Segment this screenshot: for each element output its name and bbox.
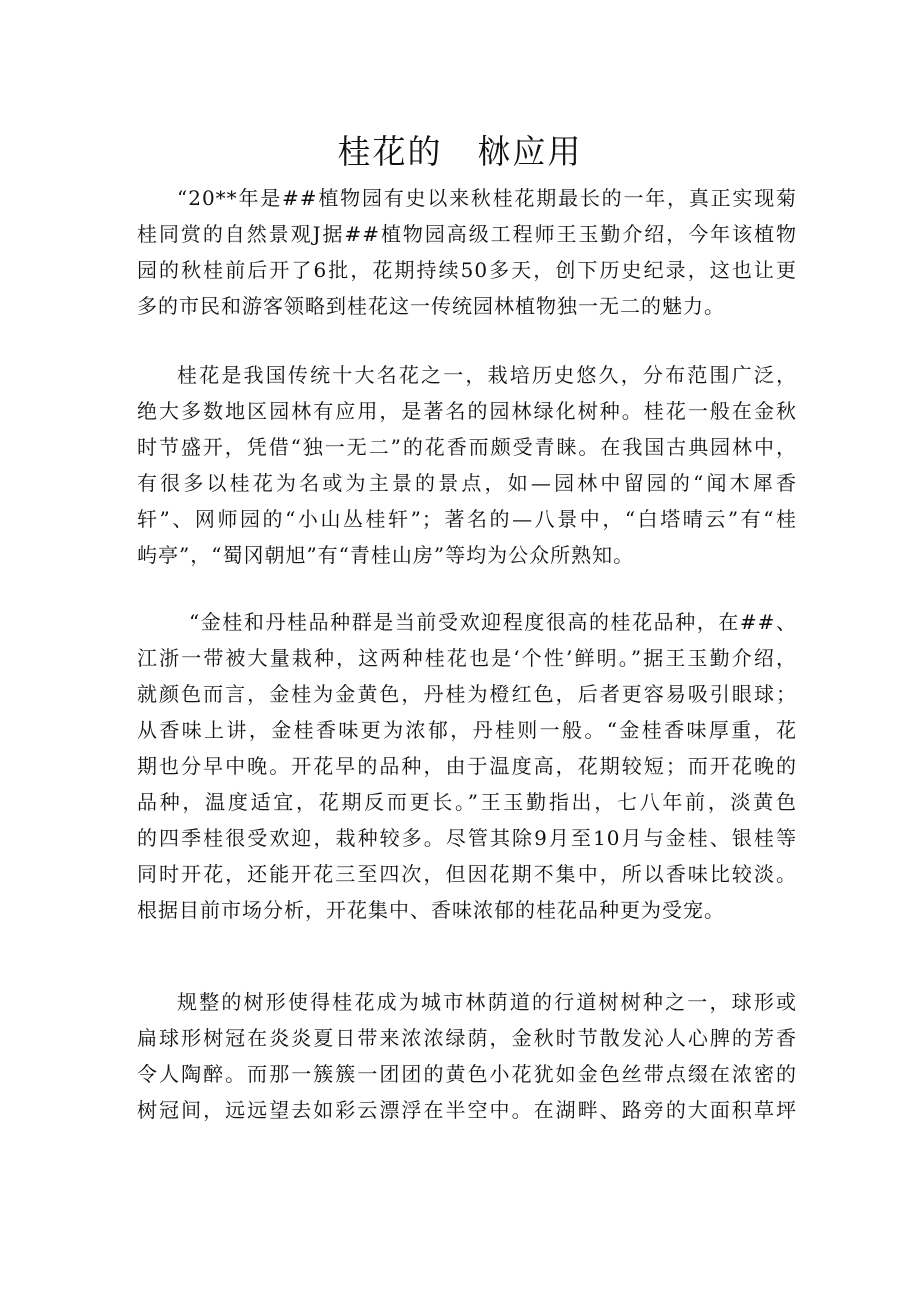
paragraph-line: 园的秋桂前后开了6批，花期持续50多天，创下历史纪录，这也让更 (137, 258, 797, 282)
paragraph-line: 绝大多数地区园林有应用，是著名的园林绿化树种。桂花一般在金秋 (137, 399, 797, 423)
paragraph-line: 轩”、网师园的“小山丛桂轩”；著名的—八景中，“白塔晴云”有“桂 (137, 507, 797, 531)
paragraph-line: “20**年是##植物园有史以来秋桂花期最长的一年，真正实现菊 (177, 186, 797, 210)
paragraph-line: 令人陶醉。而那一簇簇一团团的黄色小花犹如金色丝带点缀在浓密的 (137, 1062, 797, 1086)
document-title: 桂花的 栤应用 (337, 132, 583, 171)
paragraph-3 (137, 604, 797, 928)
paragraph-line: 品种，温度适宜，花期反而更长。”王玉勤指出，七八年前，淡黄色 (137, 790, 797, 814)
paragraph-line: 树冠间，远远望去如彩云漂浮在半空中。在湖畔、路旁的大面积草坪 (137, 1098, 797, 1122)
paragraph-line: 屿亭”，“蜀冈朝旭”有“青桂山房”等均为公众所熟知。 (137, 543, 635, 567)
paragraph-2 (137, 357, 797, 573)
paragraph-4 (137, 984, 797, 1128)
paragraph-line: 期也分早中晚。开花早的品种，由于温度高，花期较短；而开花晚的 (137, 754, 797, 778)
paragraph-line: 多的市民和游客领略到桂花这一传统园林植物独一无二的魅力。 (137, 294, 725, 318)
paragraph-line: 就颜色而言，金桂为金黄色，丹桂为橙红色，后者更容易吸引眼球； (137, 682, 797, 706)
paragraph-line: 根据目前市场分析，开花集中、香味浓郁的桂花品种更为受宠。 (137, 898, 725, 922)
paragraph-line: 有很多以桂花为名或为主景的景点，如—园林中留园的“闻木犀香 (137, 471, 797, 495)
paragraph-line: 桂花是我国传统十大名花之一，栽培历史悠久，分布范围广泛， (177, 363, 797, 387)
paragraph-line: 的四季桂很受欢迎，栽种较多。尽管其除9月至10月与金桂、银桂等 (137, 826, 797, 850)
paragraph-line: 桂同赏的自然景观J据##植物园高级工程师王玉勤介绍，今年该植物 (137, 222, 797, 246)
paragraph-line: 扁球形树冠在炎炎夏日带来浓浓绿荫，金秋时节散发沁人心脾的芳香 (137, 1026, 797, 1050)
paragraph-line: 同时开花，还能开花三至四次，但因花期不集中，所以香味比较淡。 (137, 862, 797, 886)
paragraph-line: “金桂和丹桂品种群是当前受欢迎程度很高的桂花品种，在##、 (189, 610, 797, 634)
paragraph-line: 江浙一带被大量栽种，这两种桂花也是‘个性’鲜明。”据王玉勤介绍， (137, 646, 797, 670)
paragraph-line: 规整的树形使得桂花成为城市林荫道的行道树树种之一，球形或 (177, 990, 797, 1014)
paragraph-line: 从香味上讲，金桂香味更为浓郁，丹桂则一般。“金桂香味厚重，花 (137, 718, 797, 742)
paragraph-line: 时节盛开，凭借“独一无二”的花香而颇受青睐。在我国古典园林中， (137, 435, 797, 459)
paragraph-1 (137, 180, 797, 324)
